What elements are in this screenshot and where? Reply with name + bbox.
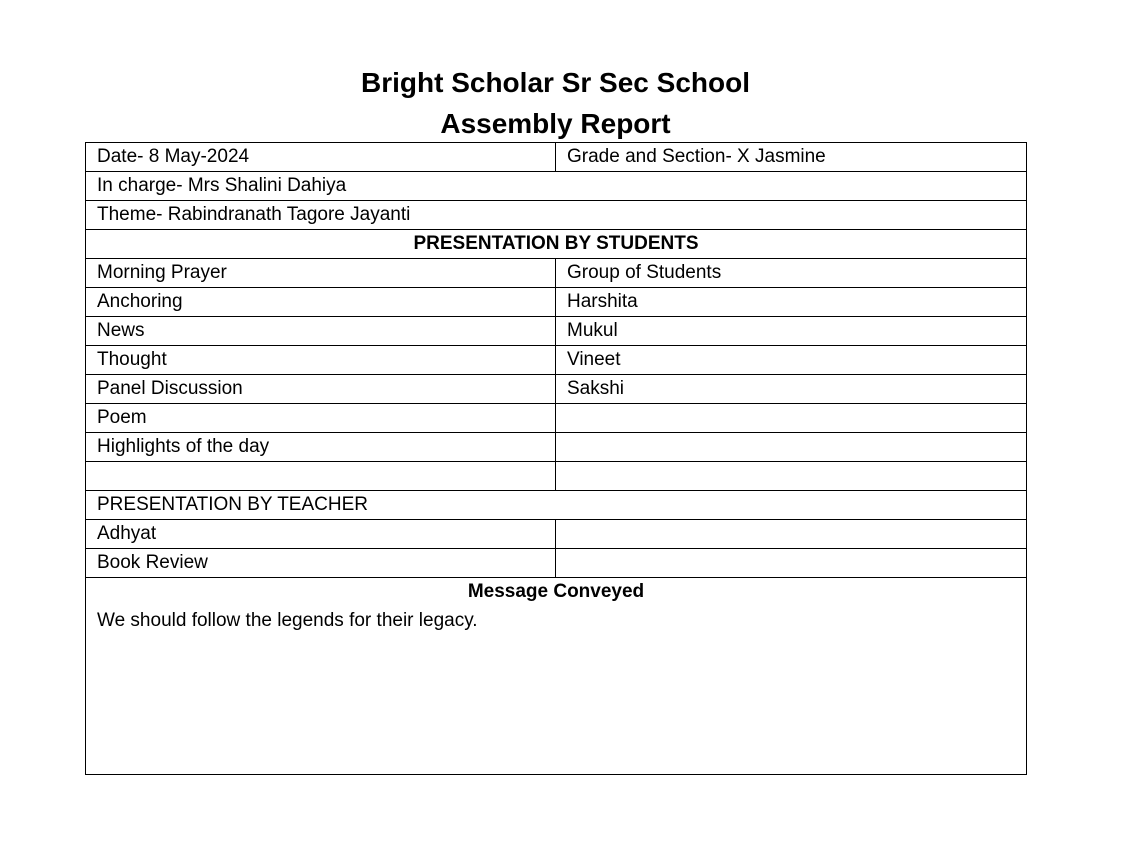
activity-cell: Thought (86, 346, 556, 375)
grade-section-cell: Grade and Section- X Jasmine (556, 143, 1027, 172)
message-text: We should follow the legends for their legacy. (97, 610, 478, 631)
table-row (86, 375, 1027, 404)
presenter-cell: Harshita (556, 288, 1027, 317)
activity-cell: Adhyat (86, 520, 556, 549)
date-cell: Date- 8 May-2024 (86, 143, 556, 172)
table-row (86, 317, 1027, 346)
teacher-section-heading: PRESENTATION BY TEACHER (86, 491, 1027, 520)
table-row (86, 259, 1027, 288)
presenter-cell: Mukul (556, 317, 1027, 346)
table-row (86, 404, 1027, 433)
table-row (86, 201, 1027, 230)
report-title: Assembly Report (440, 108, 671, 139)
presenter-cell (556, 404, 1027, 433)
activity-cell: Highlights of the day (86, 433, 556, 462)
table-row (86, 578, 1027, 775)
table-row (86, 549, 1027, 578)
activity-cell (86, 462, 556, 491)
table-row (86, 520, 1027, 549)
presenter-cell: Vineet (556, 346, 1027, 375)
activity-cell: Book Review (86, 549, 556, 578)
assembly-report-table (85, 142, 1027, 775)
activity-cell: Poem (86, 404, 556, 433)
presenter-cell: Group of Students (556, 259, 1027, 288)
theme-cell: Theme- Rabindranath Tagore Jayanti (86, 201, 1027, 230)
presenter-cell (556, 462, 1027, 491)
table-row (86, 491, 1027, 520)
presenter-cell: Sakshi (556, 375, 1027, 404)
message-cell (86, 578, 1027, 775)
presenter-cell (556, 549, 1027, 578)
table-row (86, 143, 1027, 172)
activity-cell: News (86, 317, 556, 346)
table-row (86, 172, 1027, 201)
in-charge-cell: In charge- Mrs Shalini Dahiya (86, 172, 1027, 201)
table-row (86, 462, 1027, 491)
table-row (86, 230, 1027, 259)
table-row (86, 288, 1027, 317)
students-section-heading: PRESENTATION BY STUDENTS (86, 230, 1027, 259)
message-heading: Message Conveyed (467, 581, 645, 602)
activity-cell: Panel Discussion (86, 375, 556, 404)
table-row (86, 433, 1027, 462)
activity-cell: Morning Prayer (86, 259, 556, 288)
school-name: Bright Scholar Sr Sec School (361, 67, 750, 98)
presenter-cell (556, 520, 1027, 549)
activity-cell: Anchoring (86, 288, 556, 317)
table-row (86, 346, 1027, 375)
presenter-cell (556, 433, 1027, 462)
